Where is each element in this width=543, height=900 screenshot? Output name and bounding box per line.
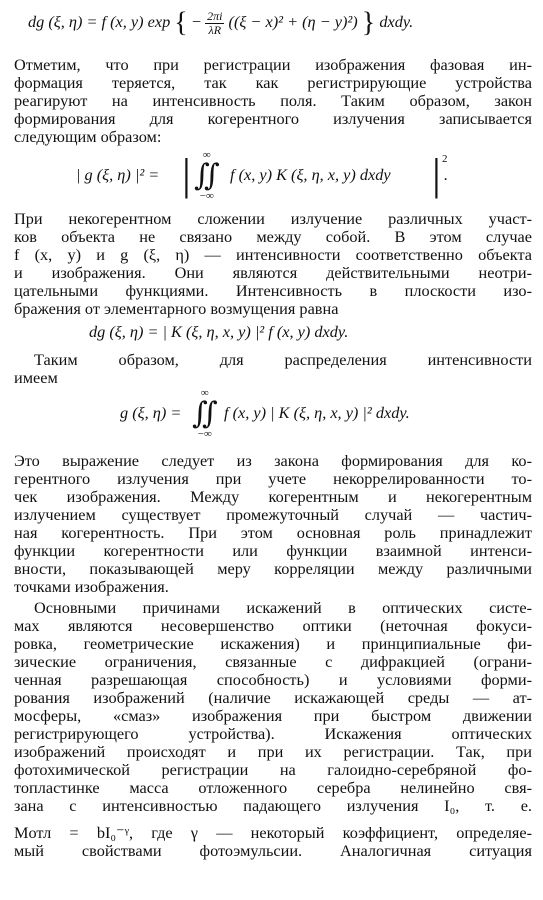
text-line: Это выражение следует из закона формирования для ко-	[14, 452, 532, 470]
text-line: герентного излучения при учете некоррелированности то-	[14, 470, 532, 488]
text-line: имеем	[14, 369, 58, 387]
text-line: вности, показывающей меру корреляции между различными	[14, 560, 532, 578]
text-line: регистрирующего устройства). Искажения оптических	[14, 725, 532, 743]
formula-1-tail: dxdy.	[379, 12, 414, 32]
integral-upper-limit: ∞	[200, 387, 209, 399]
integral-upper-limit: ∞	[202, 149, 211, 161]
left-brace: {	[174, 7, 188, 39]
text-line: рования изображений (наличие искажающей среды — ат-	[14, 689, 532, 707]
text-line: излучением существует промежуточный случай — частич-	[14, 506, 532, 524]
text-line: мах являются несовершенство оптики (неточная фокуси-	[14, 617, 532, 635]
formula-1-lhs: dg (ξ, η) = f (x, y) exp	[28, 12, 171, 32]
double-integral	[192, 388, 218, 440]
fraction-numerator: 2πi	[207, 9, 223, 23]
abs-bar-right: |	[432, 150, 441, 199]
text-line: Таким образом, для распределения интенсивности	[34, 351, 532, 369]
formula-2-integrand: f (x, y) K (ξ, η, x, y) dxdy	[230, 165, 391, 184]
formula-2-lhs: | g (ξ, η) |² =	[76, 165, 160, 184]
text-line: изображений происходят и при их регистрации. Так, при	[14, 743, 532, 761]
right-brace: }	[361, 7, 376, 39]
formula-4	[120, 387, 480, 450]
text-line: реагируют на интенсивность поля. Таким образом, закон	[14, 92, 532, 110]
formula-3: dg (ξ, η) = | K (ξ, η, x, y) |² f (x, y) dxdy.	[89, 322, 349, 341]
text-line: фотохимической регистрации на галоидно-серебряной фо-	[14, 761, 532, 779]
text-line: чек изображения. Между когерентным и некогерентным	[14, 488, 532, 506]
text-line: зические ограничения, связанные с дифракцией (ограни-	[14, 653, 532, 671]
text-line: Отметим, что при регистрации изображения фазовая ин-	[14, 56, 532, 74]
text-line: и изображения. Они являются действительными неотри-	[14, 264, 532, 282]
text-line: функции когерентности или функции взаимной интенси-	[14, 542, 532, 560]
text-line: мый свойствами фотоэмульсии. Аналогичная ситуация	[14, 842, 532, 860]
formula-4-lhs: g (ξ, η) =	[120, 403, 182, 422]
formula-2	[76, 149, 496, 212]
text-line: ков объекта не связано между собой. В этом случае	[14, 228, 532, 246]
text-line: f (x, y) и g (ξ, η) — интенсивности соответственно объекта	[14, 246, 532, 264]
text-line: ровка, геометрические искажения) и принципиальные фи-	[14, 635, 532, 653]
text-line: формация теряется, так как регистрирующие устройства	[14, 74, 532, 92]
text-line: следующим образом:	[14, 128, 162, 146]
formula-1-inner: ((ξ − x)² + (η − y)²)	[228, 12, 358, 32]
text-line: цательными функциями. Интенсивность в плоскости изо-	[14, 282, 532, 300]
integral-sign: ∬	[192, 397, 218, 430]
fraction	[205, 10, 224, 37]
abs-bar-left: |	[182, 150, 191, 199]
double-integral	[194, 150, 220, 202]
text-line: ченная разрешающая способность) и условиями форми-	[14, 671, 532, 689]
text-line: ная когерентность. При этом основная роль принадлежит	[14, 524, 532, 542]
text-line: точками изображения.	[14, 578, 169, 596]
text-line: Основными причинами искажений в оптических систе-	[34, 599, 532, 617]
minus-sign: −	[191, 12, 202, 32]
integral-lower-limit: −∞	[199, 190, 214, 202]
formula-4-integrand: f (x, y) | K (ξ, η, x, y) |² dxdy.	[224, 403, 410, 422]
text-line: бражения от элементарного возмущения равна	[14, 300, 339, 318]
text-line: мосферы, «смаз» изображения при быстром движении	[14, 707, 532, 725]
formula-2-end: .	[444, 165, 449, 184]
fraction-denominator: λR	[208, 23, 222, 37]
text-line: При некогерентном сложении излучение различных участ-	[14, 210, 532, 228]
text-line: формирования для когерентного излучения записывается	[14, 110, 532, 128]
text-line: зана с интенсивностью падающего излучения I₀, т. е.	[14, 797, 532, 815]
integral-sign: ∬	[194, 159, 220, 192]
formula-2-exponent: 2	[442, 153, 448, 165]
text-line: топластинке масса отложенного серебра нелинейно свя-	[14, 779, 532, 797]
text-line: Mотл = bI₀⁻ᵞ, где γ — некоторый коэффициент, определяе-	[14, 824, 532, 842]
formula-1	[28, 7, 414, 39]
integral-lower-limit: −∞	[197, 428, 212, 440]
